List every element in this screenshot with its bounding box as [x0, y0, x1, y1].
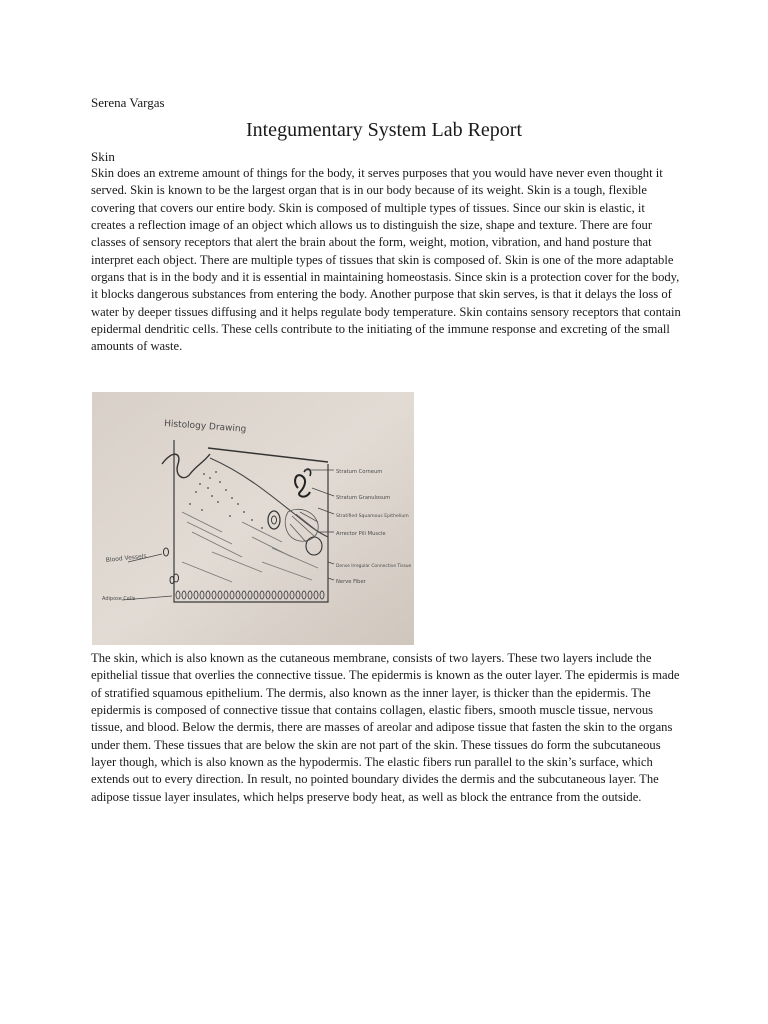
section-heading: Skin — [91, 149, 115, 164]
label-blood-vessels: Blood Vessels — [105, 552, 147, 564]
label-adipose-cells: Adipose Cells — [102, 596, 136, 602]
drawing-title: Histology Drawing — [163, 419, 247, 435]
report-title: Integumentary System Lab Report — [245, 119, 523, 141]
label-arrector-pili-muscle: Arrector Pili Muscle — [336, 531, 386, 537]
paragraph-skin-overview: Skin does an extreme amount of things for the body, it serves purposes that you would have never even thought it served. Skin is known to be the largest organ that is in our body because of its weight. Skin is a tough, flexible covering that covers our entire body. Skin is composed of multiple types of tissues. Since our skin is elastic, it creates a reflection image of an object which allows us to distinguish the size, shape and texture. There are four classes of sensory receptors that alert the brain about the form, weight, motion, vibration, and hand posture that interpret each object. There are multiple types of tissues that skin is composed of. Skin is one of the more adaptable organs that is in the body and it is essential in maintaining homeostasis. Since skin is a protection cover for the body, it blocks dangerous substances from entering the body. Another purpose that skin serves, is that it delays the loss of water by deeper tissues diffusing and it helps regulate body temperature. Skin contains sensory receptors that contain epidermal dendritic cells. These cells contribute to the initiating of the immune response and excreting of the small amounts of waste. — [91, 166, 681, 354]
label-stratum-corneum: Stratum Corneum — [336, 469, 383, 475]
paragraph-skin-layers: The skin, which is also known as the cutaneous membrane, consists of two layers. These two layers include the epithelial tissue that overlies the connective tissue. The epidermis is known as the outer layer. The epidermis is made of stratified squamous epithelium. The dermis, also known as the inner layer, is thicker than the epidermis. The epidermis is composed of connective tissue that contains collagen, elastic fibers, smooth muscle tissue, nervous tissue, and blood. Below the dermis, there are masses of areolar and adipose tissue that fasten the skin to the organs under them. These tissues that are below the skin are not part of the skin. These tissues do form the subcutaneous layer though, which is also known as the hypodermis. The elastic fibers run parallel to the skin’s surface, which extends out to every direction. In result, no pointed boundary divides the dermis and the subcutaneous layer. The adipose tissue layer insulates, which helps preserve body heat, as well as block the entrance from the outside. — [91, 651, 680, 804]
label-nerve-fiber: Nerve Fiber — [336, 579, 366, 585]
author-name: Serena Vargas — [91, 95, 165, 110]
label-dense-irregular-connective-tissue: Dense Irregular Connective Tissue — [336, 564, 412, 569]
histology-drawing-photo — [92, 392, 414, 645]
label-stratum-granulosum: Stratum Granulosum — [336, 495, 391, 501]
label-stratified-squamous-epithelium: Stratified Squamous Epithelium — [336, 514, 409, 519]
